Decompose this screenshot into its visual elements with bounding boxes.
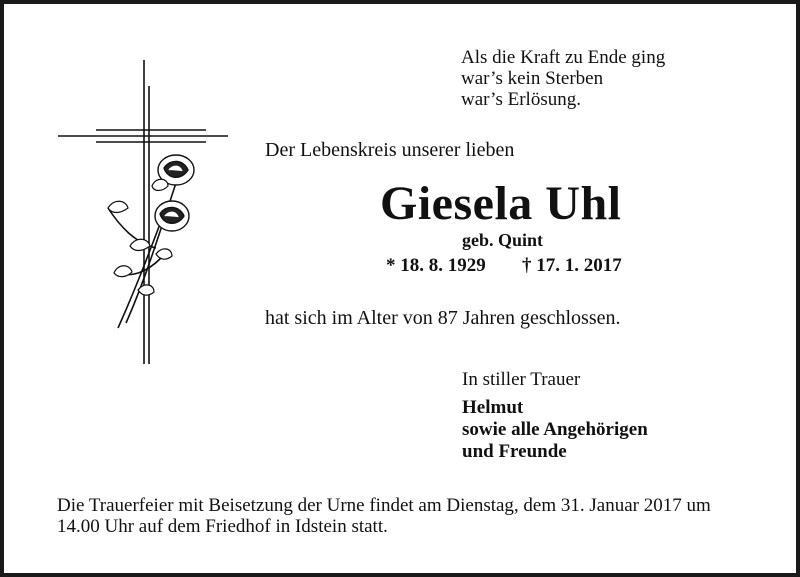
cross-with-roses-icon: [56, 58, 236, 368]
mourning-heading: In stiller Trauer: [462, 369, 581, 390]
birth-name: geb. Quint: [462, 230, 544, 250]
mourners-list: [462, 397, 648, 463]
motto-line: war’s Erlösung.: [461, 89, 581, 110]
birth-date: * 18. 8. 1929: [386, 255, 486, 276]
motto-verse: [461, 47, 665, 110]
intro-text: Der Lebenskreis unserer lieben: [265, 139, 515, 161]
mourner-name: und Freunde: [462, 441, 567, 462]
mourner-name: sowie alle Angehörigen: [462, 419, 648, 440]
death-date: † 17. 1. 2017: [522, 255, 622, 276]
age-line: hat sich im Alter von 87 Jahren geschlossen.: [265, 307, 621, 329]
motto-line: war’s kein Sterben: [461, 68, 604, 89]
motto-line: Als die Kraft zu Ende ging: [461, 47, 666, 68]
funeral-notice: Die Trauerfeier mit Beisetzung der Urne findet am Dienstag, dem 31. Januar 2017 um 14.00 Uhr auf dem Friedhof in Idstein statt.: [57, 495, 711, 537]
deceased-name: Giesela Uhl: [380, 177, 622, 230]
mourner-name: Helmut: [462, 397, 524, 418]
